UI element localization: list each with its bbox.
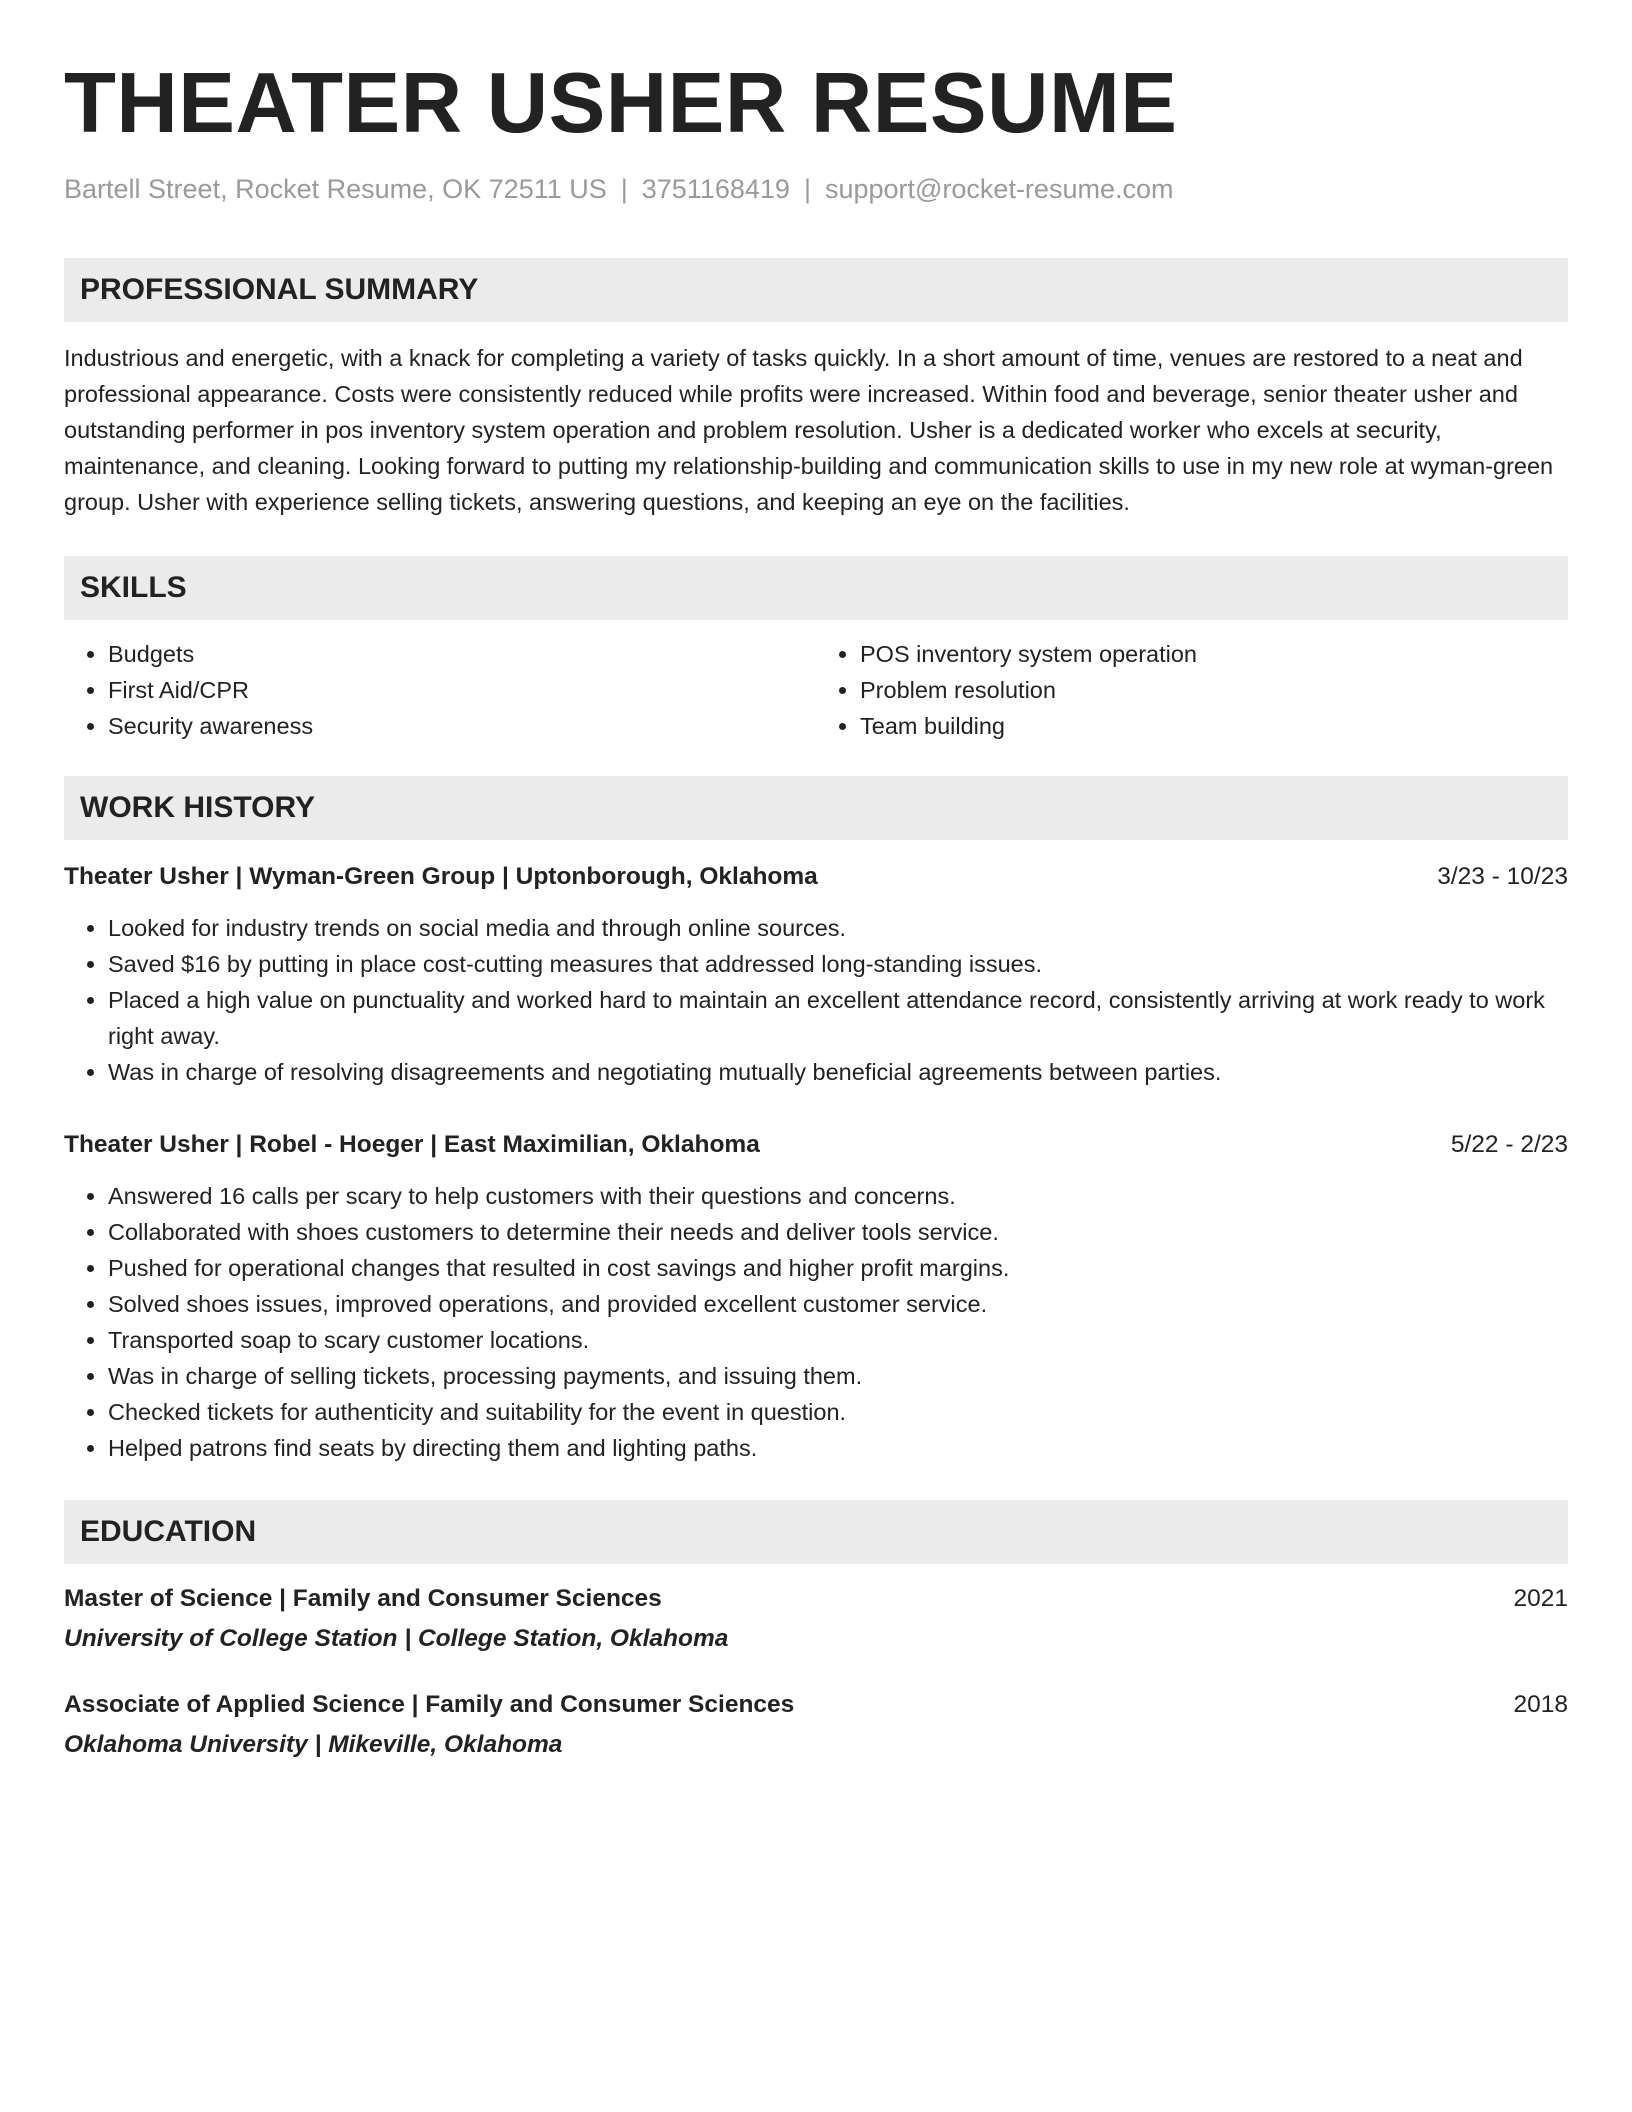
education-header <box>64 1582 1568 1616</box>
page-title: THEATER USHER RESUME <box>64 56 1178 151</box>
skills-column-left <box>64 636 816 744</box>
job-bullet: • Placed a high value on punctuality and worked hard to maintain an excellent attendance record, consistently arriving at work ready to work right away. <box>108 982 1568 1054</box>
section-header-skills: SKILLS <box>64 556 1568 620</box>
job-entry <box>64 860 1568 1090</box>
education-entry <box>64 1582 1568 1656</box>
job-bullet: • Helped patrons find seats by directing them and lighting paths. <box>108 1430 1568 1466</box>
skill-item: • Security awareness <box>108 708 816 744</box>
education-school: Oklahoma University | Mikeville, Oklahoma <box>64 1731 563 1758</box>
education-entry <box>64 1688 1568 1762</box>
skills-column-right <box>816 636 1568 744</box>
education-degree: Master of Science | Family and Consumer Sciences <box>64 1585 662 1612</box>
summary-text: Industrious and energetic, with a knack for completing a variety of tasks quickly. In a short amount of time, venues are restored to a neat and professional appearance. Costs were consistently reduced while profits were increased. Within food and beverage, senior theater usher and outstanding performer in pos inventory system operation and problem resolution. Usher is a dedicated worker who excels at security, maintenance, and cleaning. Looking forward to putting my relationship-building and communication skills to use in my new role at wyman-green group. Usher with experience selling tickets, answering questions, and keeping an eye on the facilities. <box>64 345 1554 515</box>
contact-email[interactable]: support@rocket-resume.com <box>824 174 1174 204</box>
contact-phone: 3751168419 <box>641 174 790 204</box>
education-school: University of College Station | College Station, Oklahoma <box>64 1625 729 1652</box>
skill-item: • First Aid/CPR <box>108 672 816 708</box>
job-bullet: • Answered 16 calls per scary to help customers with their questions and concerns. <box>108 1178 1568 1214</box>
job-title: Theater Usher | Wyman-Green Group | Uptonborough, Oklahoma <box>64 863 818 890</box>
job-header <box>64 860 1568 894</box>
education-year: 2018 <box>1513 1691 1568 1718</box>
contact-separator: | <box>620 174 628 204</box>
job-bullet: • Was in charge of selling tickets, processing payments, and issuing them. <box>108 1358 1568 1394</box>
skill-item: • Team building <box>860 708 1568 744</box>
skills-list <box>64 636 1568 744</box>
job-header <box>64 1128 1568 1162</box>
job-bullet: • Saved $16 by putting in place cost-cutting measures that addressed long-standing issues. <box>108 946 1568 982</box>
skill-item: • Problem resolution <box>860 672 1568 708</box>
job-bullet: • Solved shoes issues, improved operations, and provided excellent customer service. <box>108 1286 1568 1322</box>
skill-item: • Budgets <box>108 636 816 672</box>
education-degree: Associate of Applied Science | Family and Consumer Sciences <box>64 1691 795 1718</box>
job-bullet: • Transported soap to scary customer locations. <box>108 1322 1568 1358</box>
contact-separator: | <box>803 174 811 204</box>
job-bullet: • Pushed for operational changes that resulted in cost savings and higher profit margins. <box>108 1250 1568 1286</box>
job-entry <box>64 1128 1568 1466</box>
contact-line <box>64 172 1568 206</box>
job-title: Theater Usher | Robel - Hoeger | East Maximilian, Oklahoma <box>64 1131 760 1158</box>
education-header <box>64 1688 1568 1722</box>
skill-item: • POS inventory system operation <box>860 636 1568 672</box>
job-bullets <box>64 1178 1568 1466</box>
job-bullet: • Was in charge of resolving disagreements and negotiating mutually beneficial agreements between parties. <box>108 1054 1568 1090</box>
job-bullet: • Looked for industry trends on social media and through online sources. <box>108 910 1568 946</box>
job-bullet: • Checked tickets for authenticity and suitability for the event in question. <box>108 1394 1568 1430</box>
section-header-summary: PROFESSIONAL SUMMARY <box>64 258 1568 322</box>
contact-address: Bartell Street, Rocket Resume, OK 72511 US <box>64 174 607 204</box>
section-header-work-history: WORK HISTORY <box>64 776 1568 840</box>
job-bullet: • Collaborated with shoes customers to determine their needs and deliver tools service. <box>108 1214 1568 1250</box>
section-header-education: EDUCATION <box>64 1500 1568 1564</box>
job-dates: 5/22 - 2/23 <box>1450 1131 1568 1158</box>
education-year: 2021 <box>1513 1585 1568 1612</box>
job-dates: 3/23 - 10/23 <box>1437 863 1568 890</box>
job-bullets <box>64 910 1568 1090</box>
